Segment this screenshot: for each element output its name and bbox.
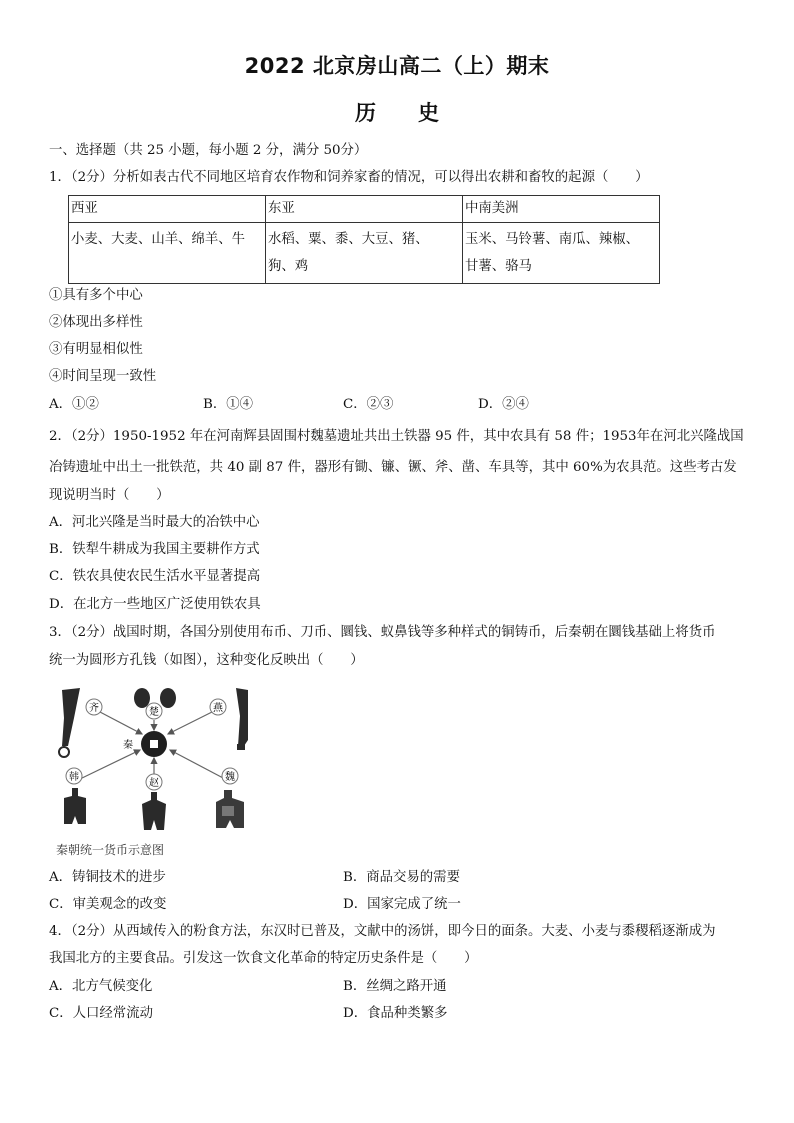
table-header-cell: 西亚 <box>69 196 266 223</box>
q1-item: ④时间呈现一致性 <box>49 369 157 384</box>
cell-line: 水稻、粟、黍、大豆、猪、 <box>268 232 429 247</box>
table-header-row <box>69 196 660 223</box>
label-qi: 齐 <box>89 703 99 714</box>
page-title: 2022 北京房山高二（上）期末 <box>244 54 550 78</box>
q4-stem-line: 我国北方的主要食品。引发这一饮食文化革命的特定历史条件是（ ） <box>49 951 478 966</box>
q1-option-c[interactable]: C．②③ <box>343 397 394 412</box>
q1-item: ②体现出多样性 <box>49 315 143 330</box>
q1-option-b[interactable]: B．①④ <box>203 397 254 412</box>
table-cell <box>463 223 660 284</box>
arrow-wei <box>170 750 225 779</box>
section-heading: 一、选择题（共 25 小题，每小题 2 分，满分 50分） <box>49 143 368 158</box>
q2-stem-line: 现说明当时（ ） <box>49 488 170 503</box>
crops-table <box>68 195 660 284</box>
arrow-qi <box>100 712 142 734</box>
label-yan: 燕 <box>213 703 223 714</box>
cell-line: 甘薯、骆马 <box>465 259 532 274</box>
spade-coin-zhao-icon <box>142 792 166 830</box>
q1-option-a[interactable]: A．①② <box>49 397 99 412</box>
cell-line: 玉米、马铃薯、南瓜、辣椒、 <box>465 232 640 247</box>
table-header-cell: 东亚 <box>266 196 463 223</box>
cell-line: 狗、鸡 <box>268 259 309 274</box>
table-cell <box>69 223 266 284</box>
q4-option-d[interactable]: D．食品种类繁多 <box>343 1006 448 1021</box>
currency-unification-figure <box>50 684 250 834</box>
q2-stem-line: 冶铸遗址中出土一批铁范，共 40 副 87 件，器形有锄、镰、镢、斧、凿、车具等，其中 60%为农具范。这些考古发 <box>49 460 737 475</box>
q4-option-a[interactable]: A．北方气候变化 <box>49 979 153 994</box>
table-row <box>69 223 660 284</box>
antnose-coin-icon <box>160 688 176 708</box>
q3-option-c[interactable]: C．审美观念的改变 <box>49 897 167 912</box>
q1-option-d[interactable]: D．②④ <box>478 397 529 412</box>
subject-title: 历史 <box>355 101 481 125</box>
cell-line: 小麦、大麦、山羊、绵羊、牛 <box>71 232 246 247</box>
arrow-han <box>80 750 140 779</box>
q3-stem-line: 统一为圆形方孔钱（如图），这种变化反映出（ ） <box>49 653 364 668</box>
q2-option-a[interactable]: A．河北兴隆是当时最大的冶铁中心 <box>49 515 260 530</box>
square-hole-icon <box>150 740 158 748</box>
q3-option-b[interactable]: B．商品交易的需要 <box>343 870 460 885</box>
table-header-cell: 中南美洲 <box>463 196 660 223</box>
q3-option-d[interactable]: D．国家完成了统一 <box>343 897 461 912</box>
label-han: 韩 <box>69 772 79 783</box>
knife-coin-yan-icon <box>236 688 248 746</box>
figure-caption: 秦朝统一货币示意图 <box>56 843 165 857</box>
q2-option-c[interactable]: C．铁农具使农民生活水平显著提高 <box>49 569 261 584</box>
table-cell <box>266 223 463 284</box>
q1-stem: 1．（2分）分析如表古代不同地区培育农作物和饲养家畜的情况，可以得出农耕和畜牧的起源（ ） <box>49 170 649 185</box>
knife-coin-qi-icon <box>62 688 80 746</box>
label-qin: 秦 <box>123 740 133 751</box>
spade-coin-han-icon <box>64 788 86 824</box>
q4-stem-line: 4．（2分）从西域传入的粉食方法，东汉时已普及，文献中的汤饼，即今日的面条。大麦、小麦与黍稷稻逐渐成为 <box>49 924 716 939</box>
arrow-yan <box>168 712 212 734</box>
q2-option-b[interactable]: B．铁犁牛耕成为我国主要耕作方式 <box>49 542 260 557</box>
spade-inscription-icon <box>222 806 234 816</box>
q3-option-a[interactable]: A．铸铜技术的进步 <box>49 870 166 885</box>
knife-ring-icon <box>59 747 69 757</box>
knife-handle-icon <box>237 744 245 750</box>
label-wei: 魏 <box>225 772 235 783</box>
q2-option-d[interactable]: D．在北方一些地区广泛使用铁农具 <box>49 597 261 612</box>
q4-option-c[interactable]: C．人口经常流动 <box>49 1006 153 1021</box>
antnose-coin-icon <box>134 688 150 708</box>
q2-stem-line: 2．（2分）1950-1952 年在河南辉县固围村魏墓遗址共出土铁器 95 件，其中农具有 58 件；1953年在河北兴隆战国 <box>49 429 744 444</box>
q1-item: ①具有多个中心 <box>49 288 143 303</box>
q4-option-b[interactable]: B．丝绸之路开通 <box>343 979 447 994</box>
q3-stem-line: 3．（2分）战国时期，各国分别使用布币、刀币、圜钱、蚁鼻钱等多种样式的铜铸币，后秦朝在圜钱基础上将货币 <box>49 625 716 640</box>
label-chu: 楚 <box>149 707 159 718</box>
q1-item: ③有明显相似性 <box>49 342 143 357</box>
label-zhao: 赵 <box>149 778 159 789</box>
